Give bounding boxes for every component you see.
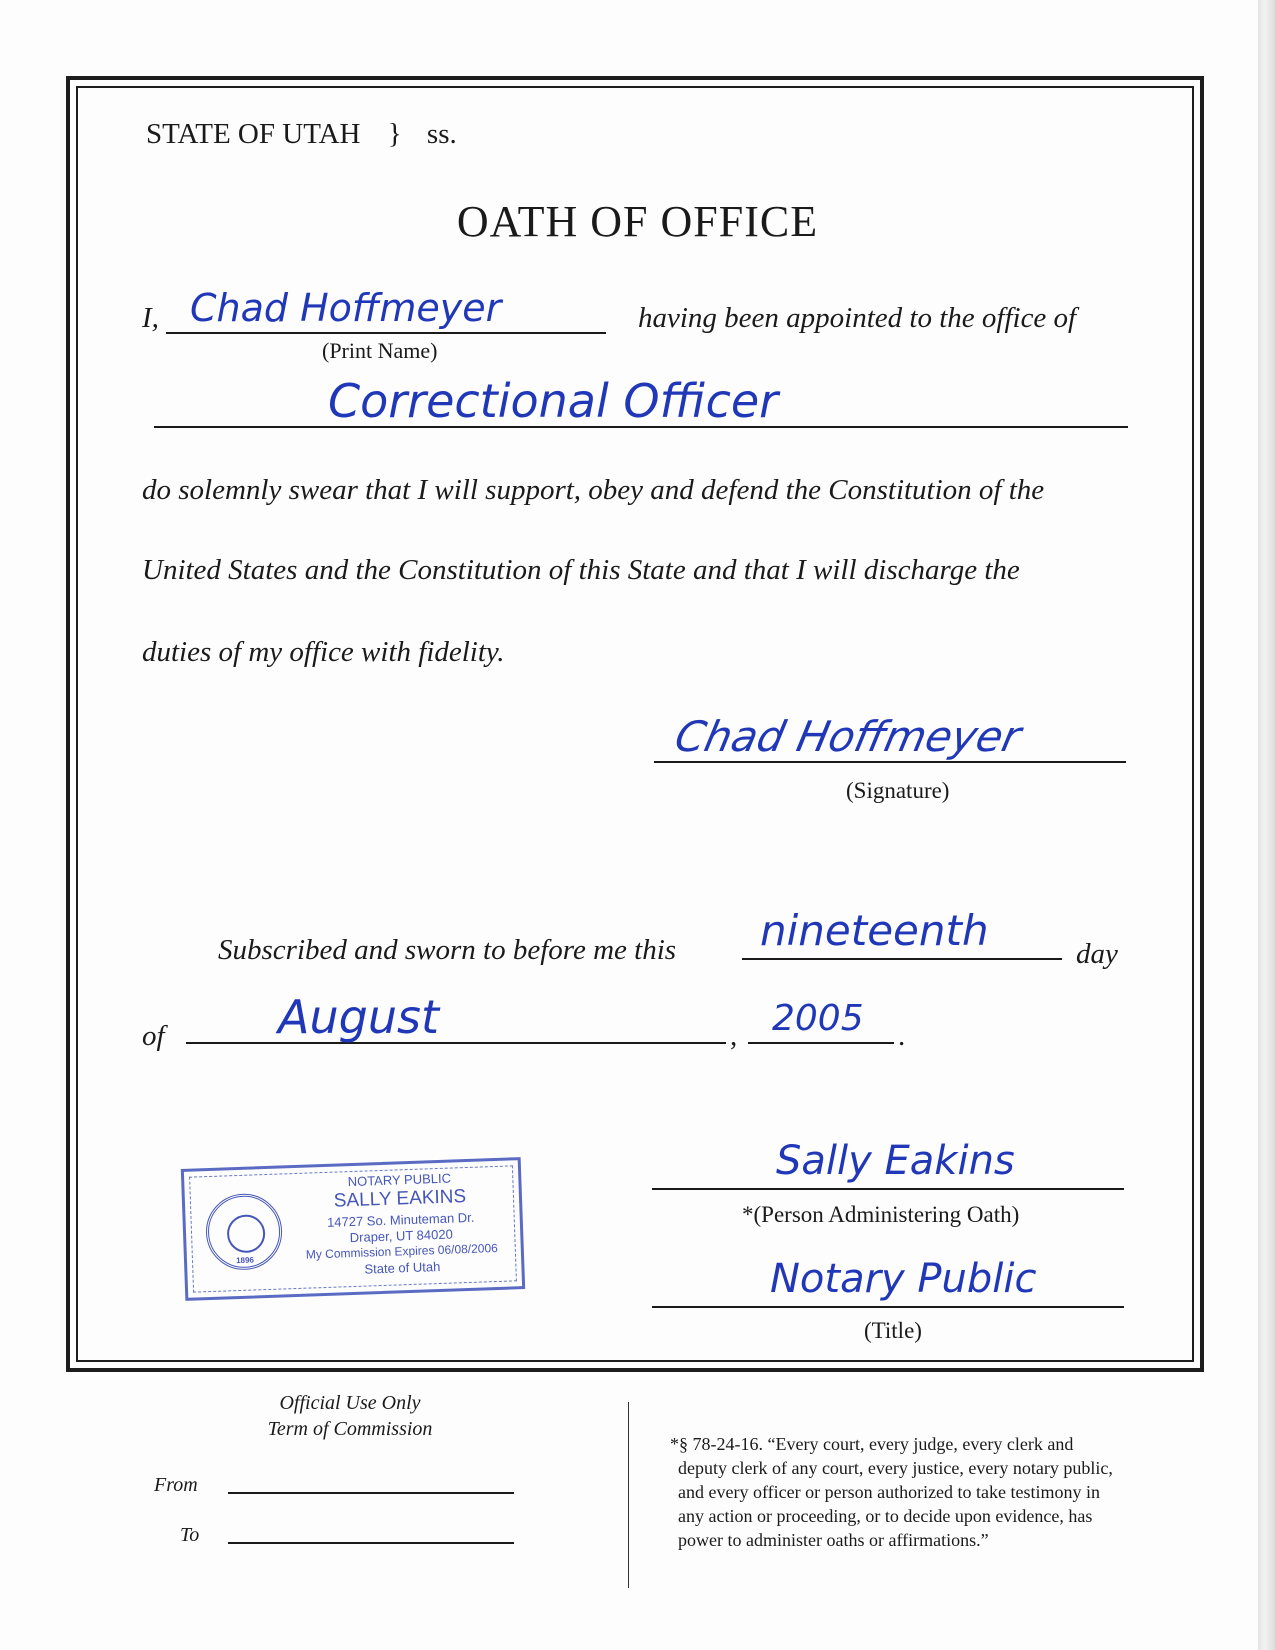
of-word: of: [142, 1020, 165, 1052]
handwritten-name: Chad Hoffmeyer: [190, 286, 502, 330]
day-line: [742, 958, 1062, 960]
to-line: [228, 1542, 514, 1544]
footnote-line-3: and every officer or person authorized to take testimony in: [678, 1482, 1101, 1502]
signature-caption: (Signature): [846, 778, 950, 803]
date-period: .: [898, 1020, 906, 1052]
state-heading: [146, 118, 457, 151]
name-caption: (Print Name): [322, 338, 438, 363]
date-comma: ,: [730, 1020, 738, 1052]
footnote-line-4: any action or proceeding, or to decide upon evidence, has: [678, 1506, 1093, 1526]
seal-year: 1896: [235, 1255, 255, 1266]
stamp-line-6: State of Utah: [364, 1258, 441, 1277]
official-use-heading: Official Use Only: [279, 1392, 421, 1414]
oath-body-line-2: United States and the Constitution of this State and that I will discharge the: [142, 554, 1020, 586]
handwritten-year: 2005: [772, 998, 864, 1039]
footnote-line-2: deputy clerk of any court, every justice, every notary public,: [678, 1458, 1113, 1478]
section-divider: [628, 1402, 629, 1588]
administrator-caption: *(Person Administering Oath): [742, 1202, 1020, 1227]
appointed-text: having been appointed to the office of: [638, 302, 1077, 334]
handwritten-day: nineteenth: [760, 906, 989, 955]
stamp-line-3: 14727 So. Minuteman Dr.: [326, 1209, 475, 1230]
ss-abbrev: ss.: [426, 118, 457, 150]
from-label: From: [154, 1474, 198, 1496]
day-word: day: [1076, 938, 1118, 970]
handwritten-title: Notary Public: [770, 1256, 1037, 1302]
stamp-line-4: Draper, UT 84020: [349, 1226, 454, 1246]
stamp-line-5: My Commission Expires 06/08/2006: [305, 1240, 499, 1262]
oath-body-line-3: duties of my office with fidelity.: [142, 636, 505, 668]
month-line: [186, 1042, 726, 1044]
year-line: [748, 1042, 894, 1044]
title-caption: (Title): [864, 1318, 922, 1343]
name-line: [166, 332, 606, 334]
footnote-line-5: power to administer oaths or affirmations.”: [678, 1530, 989, 1550]
handwritten-signature: Chad Hoffmeyer: [670, 712, 1026, 761]
oath-body-line-1: do solemnly swear that I will support, obey and defend the Constitution of the: [142, 474, 1045, 506]
stamp-line-2: SALLY EAKINS: [333, 1186, 467, 1212]
footnote-line-1: *§ 78-24-16. “Every court, every judge, every clerk and: [670, 1434, 1074, 1454]
notary-stamp: [181, 1157, 525, 1301]
from-line: [228, 1492, 514, 1494]
scanner-edge: [1258, 0, 1275, 1650]
brace: }: [387, 118, 402, 150]
document-title: OATH OF OFFICE: [456, 197, 819, 246]
administrator-line: [652, 1188, 1124, 1190]
handwritten-month: August: [278, 990, 439, 1044]
handwritten-office: Correctional Officer: [328, 374, 779, 428]
state-name: STATE OF UTAH: [146, 118, 361, 150]
handwritten-administrator: Sally Eakins: [776, 1138, 1015, 1184]
to-label: To: [180, 1524, 200, 1546]
oath-prefix: I,: [142, 302, 159, 334]
title-line: [652, 1306, 1124, 1308]
sworn-text: Subscribed and sworn to before me this: [218, 934, 677, 966]
stamp-line-1: NOTARY PUBLIC: [347, 1170, 452, 1190]
term-of-commission-heading: Term of Commission: [267, 1418, 433, 1440]
signature-line: [654, 761, 1126, 763]
